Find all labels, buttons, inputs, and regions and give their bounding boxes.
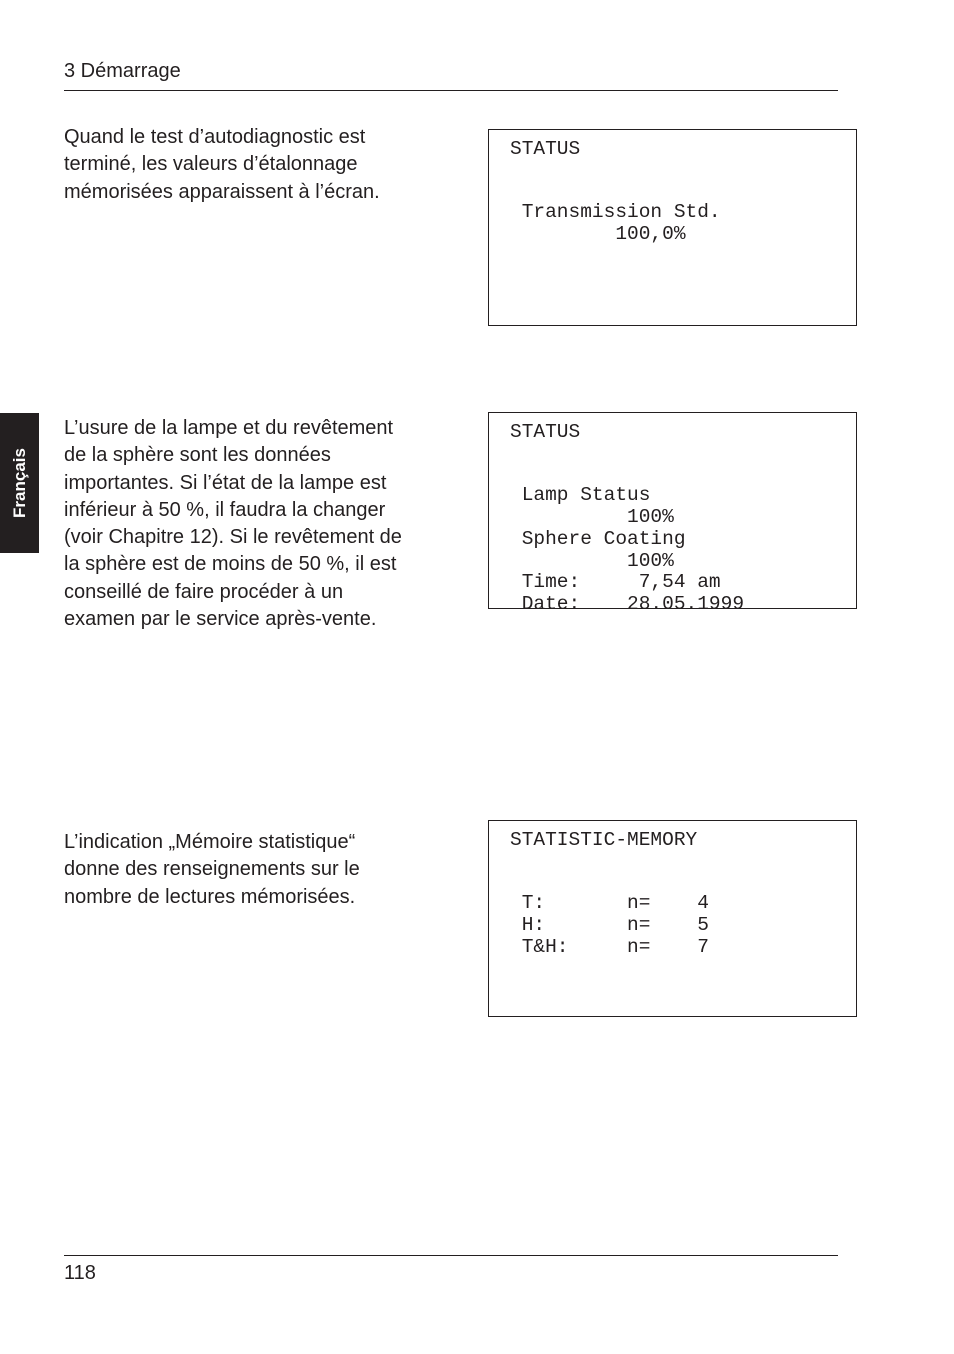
display-line: T: n= 4 bbox=[510, 892, 709, 915]
paragraph-line: terminé, les valeurs d’étalonnage bbox=[64, 153, 358, 176]
paragraph-line: de la sphère sont les données bbox=[64, 444, 331, 467]
display-title: STATISTIC-MEMORY bbox=[510, 829, 698, 851]
paragraph-statistic-memory bbox=[64, 829, 464, 911]
paragraph-line: donne des renseignements sur le bbox=[64, 858, 360, 881]
display-title: STATUS bbox=[510, 138, 581, 160]
lcd-display-statistic-memory bbox=[488, 820, 857, 1017]
language-tab-label: Français bbox=[9, 448, 29, 518]
paragraph-calibration bbox=[64, 124, 464, 206]
page-number: 118 bbox=[64, 1262, 96, 1284]
display-line: 100% bbox=[510, 549, 674, 572]
display-line: 100% bbox=[510, 506, 674, 529]
paragraph-line: la sphère est de moins de 50 %, il est bbox=[64, 553, 397, 576]
paragraph-line: nombre de lectures mémorisées. bbox=[64, 885, 356, 908]
paragraph-line: L’indication „Mémoire statistique“ bbox=[64, 831, 356, 853]
header-rule bbox=[64, 90, 838, 91]
paragraph-line: examen par le service après-vente. bbox=[64, 608, 377, 631]
paragraph-line: (voir Chapitre 12). Si le revêtement de bbox=[64, 526, 402, 549]
display-line: Transmission Std. bbox=[510, 201, 721, 224]
paragraph-lamp-status bbox=[64, 415, 464, 633]
language-tab bbox=[0, 413, 39, 553]
display-line: 100,0% bbox=[510, 223, 686, 246]
lcd-display-status-lamp bbox=[488, 412, 857, 615]
display-line: Time: 7,54 am bbox=[510, 571, 721, 594]
chapter-header: 3 Démarrage bbox=[64, 60, 181, 82]
display-line: Date: 28.05.1999 bbox=[510, 592, 745, 615]
paragraph-line: mémorisées apparaissent à l’écran. bbox=[64, 180, 380, 203]
paragraph-line: importantes. Si l’état de la lampe est bbox=[64, 471, 387, 494]
display-line: Sphere Coating bbox=[510, 527, 686, 550]
display-line: H: n= 5 bbox=[510, 914, 709, 937]
footer-rule bbox=[64, 1255, 838, 1256]
lcd-display-status-transmission bbox=[488, 129, 857, 326]
display-title: STATUS bbox=[510, 421, 581, 443]
display-line: T&H: n= 7 bbox=[510, 935, 709, 958]
paragraph-line: conseillé de faire procéder à un bbox=[64, 580, 344, 603]
paragraph-line: Quand le test d’autodiagnostic est bbox=[64, 126, 366, 148]
paragraph-line: inférieur à 50 %, il faudra la changer bbox=[64, 498, 386, 521]
paragraph-line: L’usure de la lampe et du revêtement bbox=[64, 417, 394, 439]
display-line: Lamp Status bbox=[510, 484, 651, 507]
